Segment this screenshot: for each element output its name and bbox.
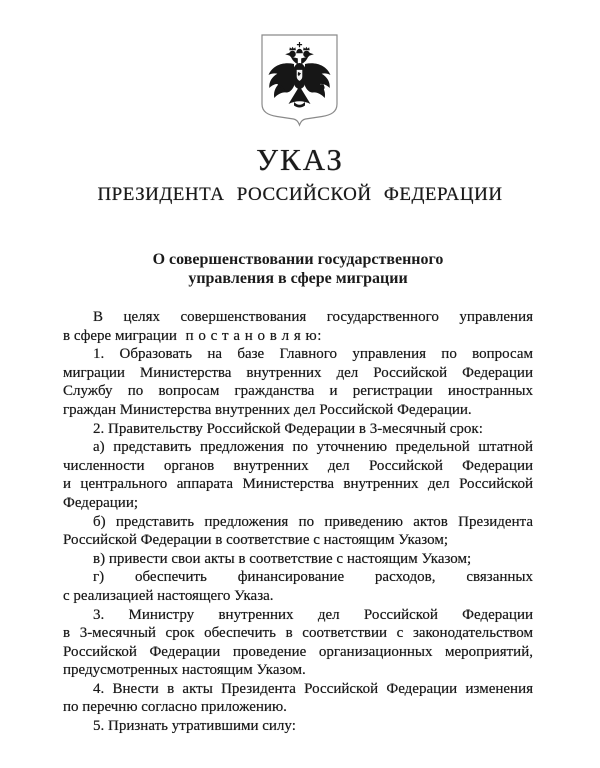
body-line: а) представить предложения по уточнению предельной штатной [93,439,533,456]
body-line: предусмотренных настоящим Указом. [63,662,306,679]
body-line: граждан Министерства внутренних дел Российской Федерации. [63,401,472,418]
body-line: г) обеспечить финансирование расходов, связанных [93,569,533,586]
body-line: В целях совершенствования государственного управления [93,309,533,325]
body-line: б) представить предложения по приведению актов Президента [93,513,533,530]
body-line: 4. Внести в акты Президента Российской Федерации изменения [93,680,533,697]
body-line: 3. Министру внутренних дел Российской Федерации [93,606,533,623]
body-line: численности органов внутренних дел Российской Федерации [63,457,533,474]
body-line: Российской Федерации в соответствие с настоящим Указом; [63,532,449,549]
body-line: 5. Признать утратившими силу: [93,718,296,735]
issuer-heading: ПРЕЗИДЕНТА РОССИЙСКОЙ ФЕДЕРАЦИИ [97,184,503,205]
body-line: и центрального аппарата Министерства внутренних дел Российской [63,476,533,493]
document-title [63,250,533,288]
body-line: Службу по вопросам гражданства и регистрации иностранных [63,383,533,400]
spaced-word: п о с т а н о в л я ю: [185,327,322,344]
body-line: с реализацией настоящего Указа. [63,587,274,604]
body-line: Федерации; [63,494,139,511]
doc-type-heading: УКАЗ [256,142,344,177]
body-line: миграции Министерства внутренних дел Российской Федерации [63,364,533,381]
document-body [63,308,533,736]
body-line: 1. Образовать на базе Главного управления по вопросам [93,346,533,363]
document-title-line-1: О совершенствовании государственного [152,251,444,268]
body-line: в) привести свои акты в соответствие с настоящим Указом; [93,550,472,567]
body-line: в 3-месячный срок обеспечить в соответствии с законодательством [63,625,533,642]
body-line: по перечню согласно приложению. [63,699,287,716]
russian-coat-of-arms-icon [261,34,338,128]
body-line: 2. Правительству Российской Федерации в 3-месячный срок: [93,420,483,437]
body-line: Российской Федерации проведение организационных мероприятий, [63,643,533,660]
body-line: в сфере миграции п о с т а н о в л я ю: [63,327,322,344]
document-title-line-2: управления в сфере миграции [188,270,408,287]
